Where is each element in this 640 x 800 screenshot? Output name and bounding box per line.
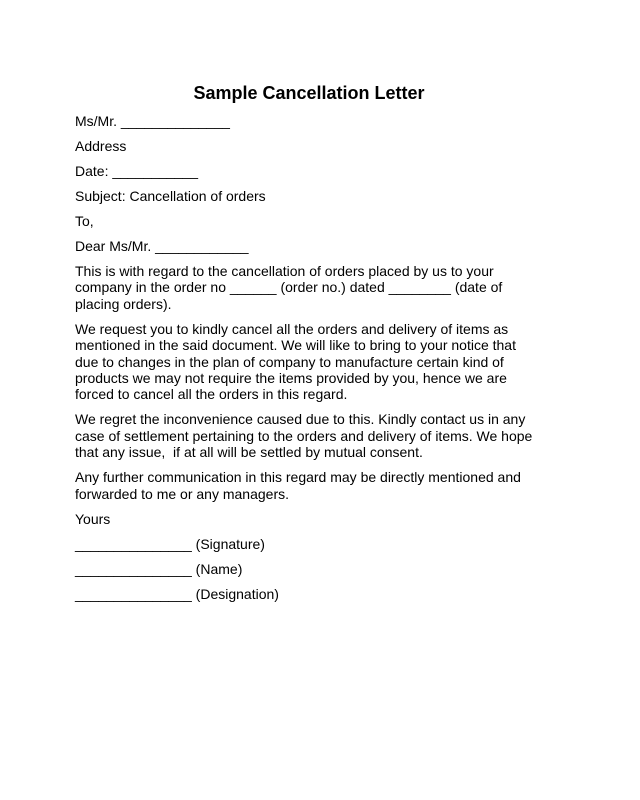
paragraph-request <box>75 321 555 403</box>
paragraph-line: We request you to kindly cancel all the orders and delivery of items as <box>75 320 509 337</box>
paragraph-regarding-cancellation <box>75 263 555 312</box>
recipient-line: Ms/Mr. ______________ <box>75 113 230 129</box>
paragraph-line: products we may not require the items provided by you, hence we are <box>75 370 507 387</box>
closing-line: Yours <box>75 510 111 527</box>
paragraph-line: forced to cancel all the orders in this regard. <box>75 386 348 403</box>
address-line: Address <box>75 138 127 154</box>
letter-body <box>75 113 555 611</box>
paragraph-line: placing orders). <box>75 295 172 312</box>
paragraph-line: case of settlement pertaining to the orders and delivery of items. We hope <box>75 427 533 444</box>
name-line: _______________ (Name) <box>75 560 243 577</box>
paragraph-line: mentioned in the said document. We will like to bring to your notice that <box>75 337 516 354</box>
to-line: To, <box>75 213 94 229</box>
paragraph-line: company in the order no ______ (order no.) dated ________ (date of <box>75 279 503 296</box>
paragraph-line: due to changes in the plan of company to manufacture certain kind of <box>75 353 504 370</box>
paragraph-communication <box>75 469 555 502</box>
signature-line: _______________ (Signature) <box>75 535 265 552</box>
paragraph-line: that any issue, if at all will be settled by mutual consent. <box>75 444 423 461</box>
paragraph-line: Any further communication in this regard may be directly mentioned and <box>75 469 521 486</box>
paragraph-line: forwarded to me or any managers. <box>75 485 289 502</box>
salutation-line: Dear Ms/Mr. ____________ <box>75 238 249 254</box>
paragraph-regret <box>75 411 555 460</box>
designation-line: _______________ (Designation) <box>75 585 279 602</box>
paragraph-line: This is with regard to the cancellation of orders placed by us to your <box>75 263 494 279</box>
paragraph-line: We regret the inconvenience caused due to this. Kindly contact us in any <box>75 411 526 428</box>
subject-line: Subject: Cancellation of orders <box>75 188 266 204</box>
page-title: Sample Cancellation Letter <box>193 83 425 103</box>
date-line: Date: ___________ <box>75 163 198 179</box>
